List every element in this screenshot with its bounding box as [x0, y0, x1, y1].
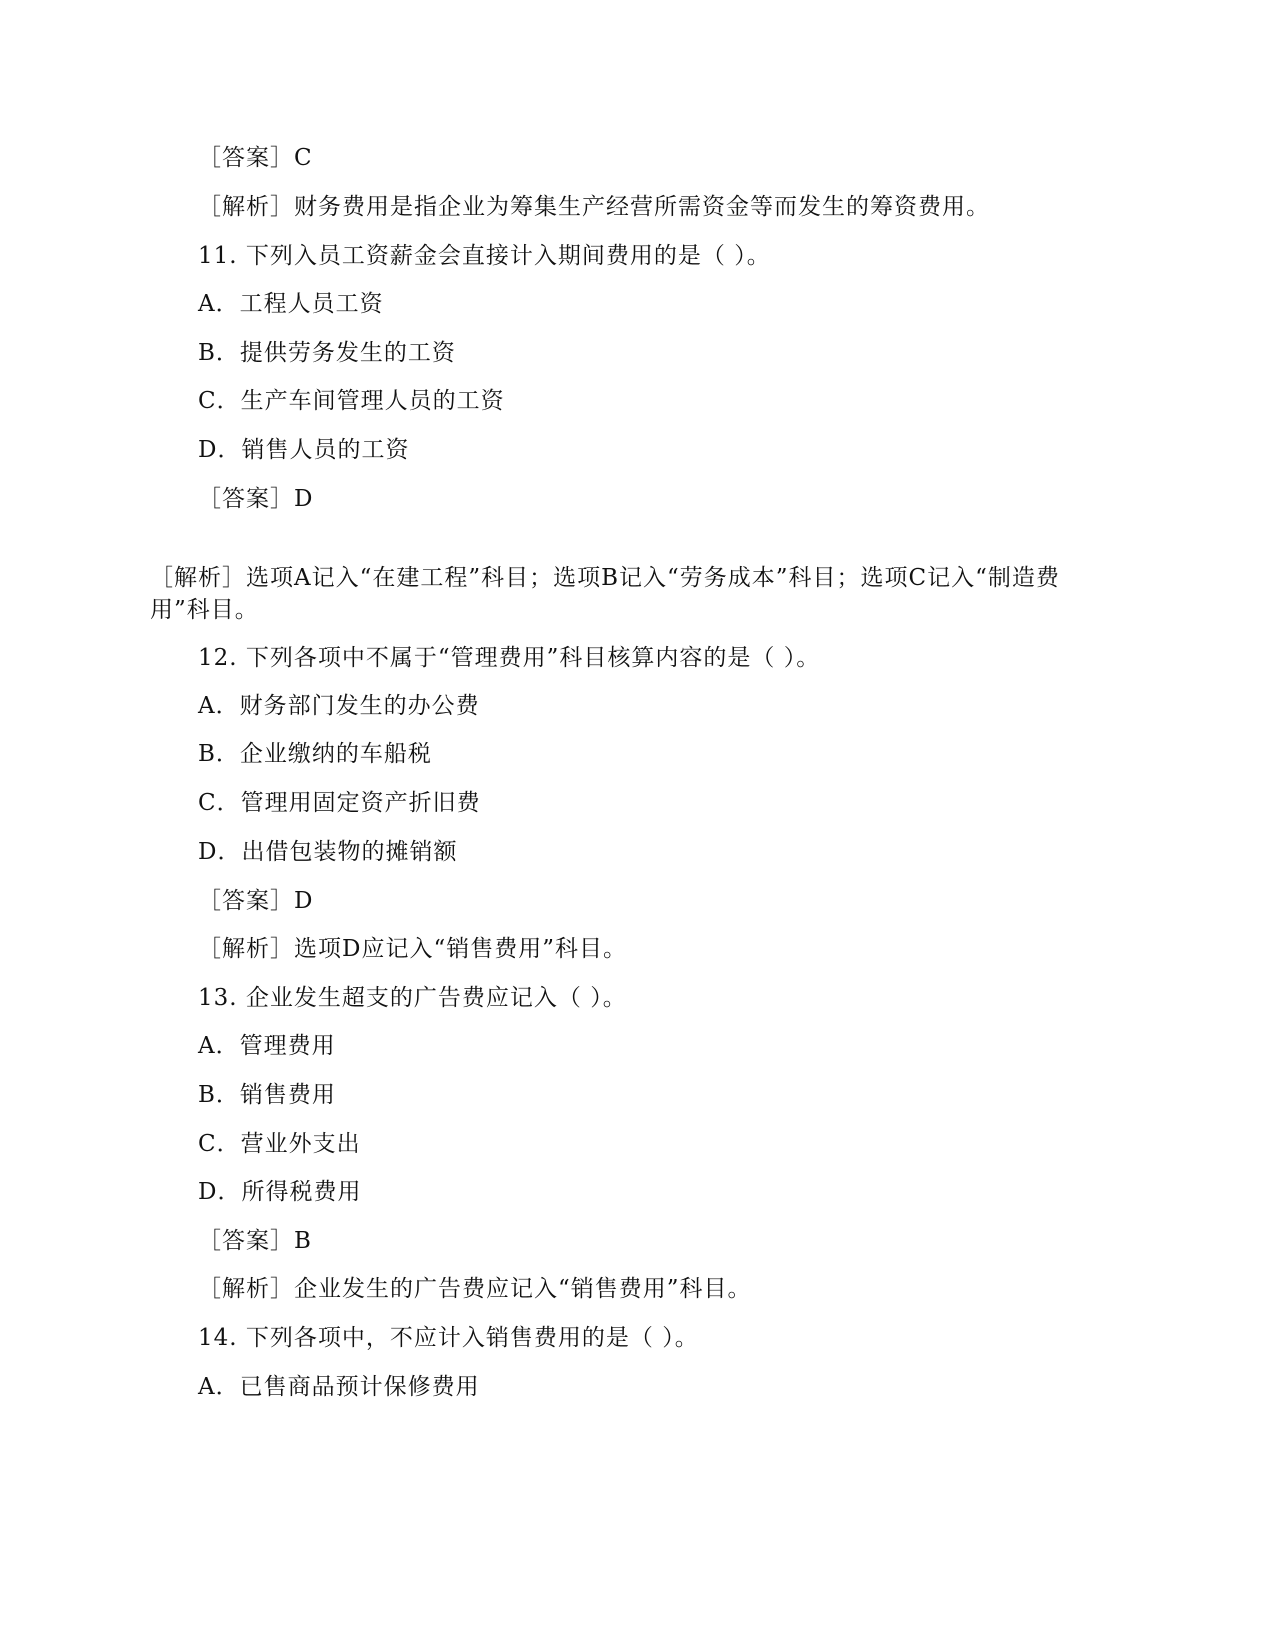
option-d: D．销售人员的工资	[198, 437, 410, 463]
answer-line: ［答案］D	[198, 888, 314, 914]
question-11: 11. 下列入员工资薪金会直接计入期间费用的是（ ）。	[198, 243, 771, 269]
question-14: 14. 下列各项中，不应计入销售费用的是（ ）。	[198, 1325, 699, 1351]
explanation-line: ［解析］财务费用是指企业为筹集生产经营所需资金等而发生的筹资费用。	[198, 194, 990, 220]
option-b: B．企业缴纳的车船税	[198, 741, 432, 767]
option-d: D．出借包装物的摊销额	[198, 839, 458, 865]
option-b: B．销售费用	[198, 1082, 336, 1108]
explanation-line: ［解析］企业发生的广告费应记入“销售费用”科目。	[198, 1276, 752, 1302]
option-c: C．营业外支出	[198, 1131, 361, 1157]
option-a: A．财务部门发生的办公费	[198, 693, 480, 719]
option-a: A．管理费用	[198, 1033, 336, 1059]
option-c: C．生产车间管理人员的工资	[198, 388, 505, 414]
option-a: A．已售商品预计保修费用	[198, 1374, 480, 1400]
question-12: 12. 下列各项中不属于“管理费用”科目核算内容的是（ ）。	[198, 645, 821, 671]
explanation-line: ［解析］选项D应记入“销售费用”科目。	[198, 936, 627, 962]
answer-line: ［答案］C	[198, 145, 313, 171]
option-d: D．所得税费用	[198, 1179, 362, 1205]
answer-line: ［答案］D	[198, 486, 314, 512]
option-c: C．管理用固定资产折旧费	[198, 790, 481, 816]
option-b: B．提供劳务发生的工资	[198, 340, 456, 366]
option-a: A．工程人员工资	[198, 291, 384, 317]
question-13: 13. 企业发生超支的广告费应记入（ ）。	[198, 985, 627, 1011]
answer-line: ［答案］B	[198, 1228, 312, 1254]
explanation-line: ［解析］选项A记入“在建工程”科目；选项B记入“劳务成本”科目；选项C记入“制造费用”科目。	[150, 565, 1060, 623]
